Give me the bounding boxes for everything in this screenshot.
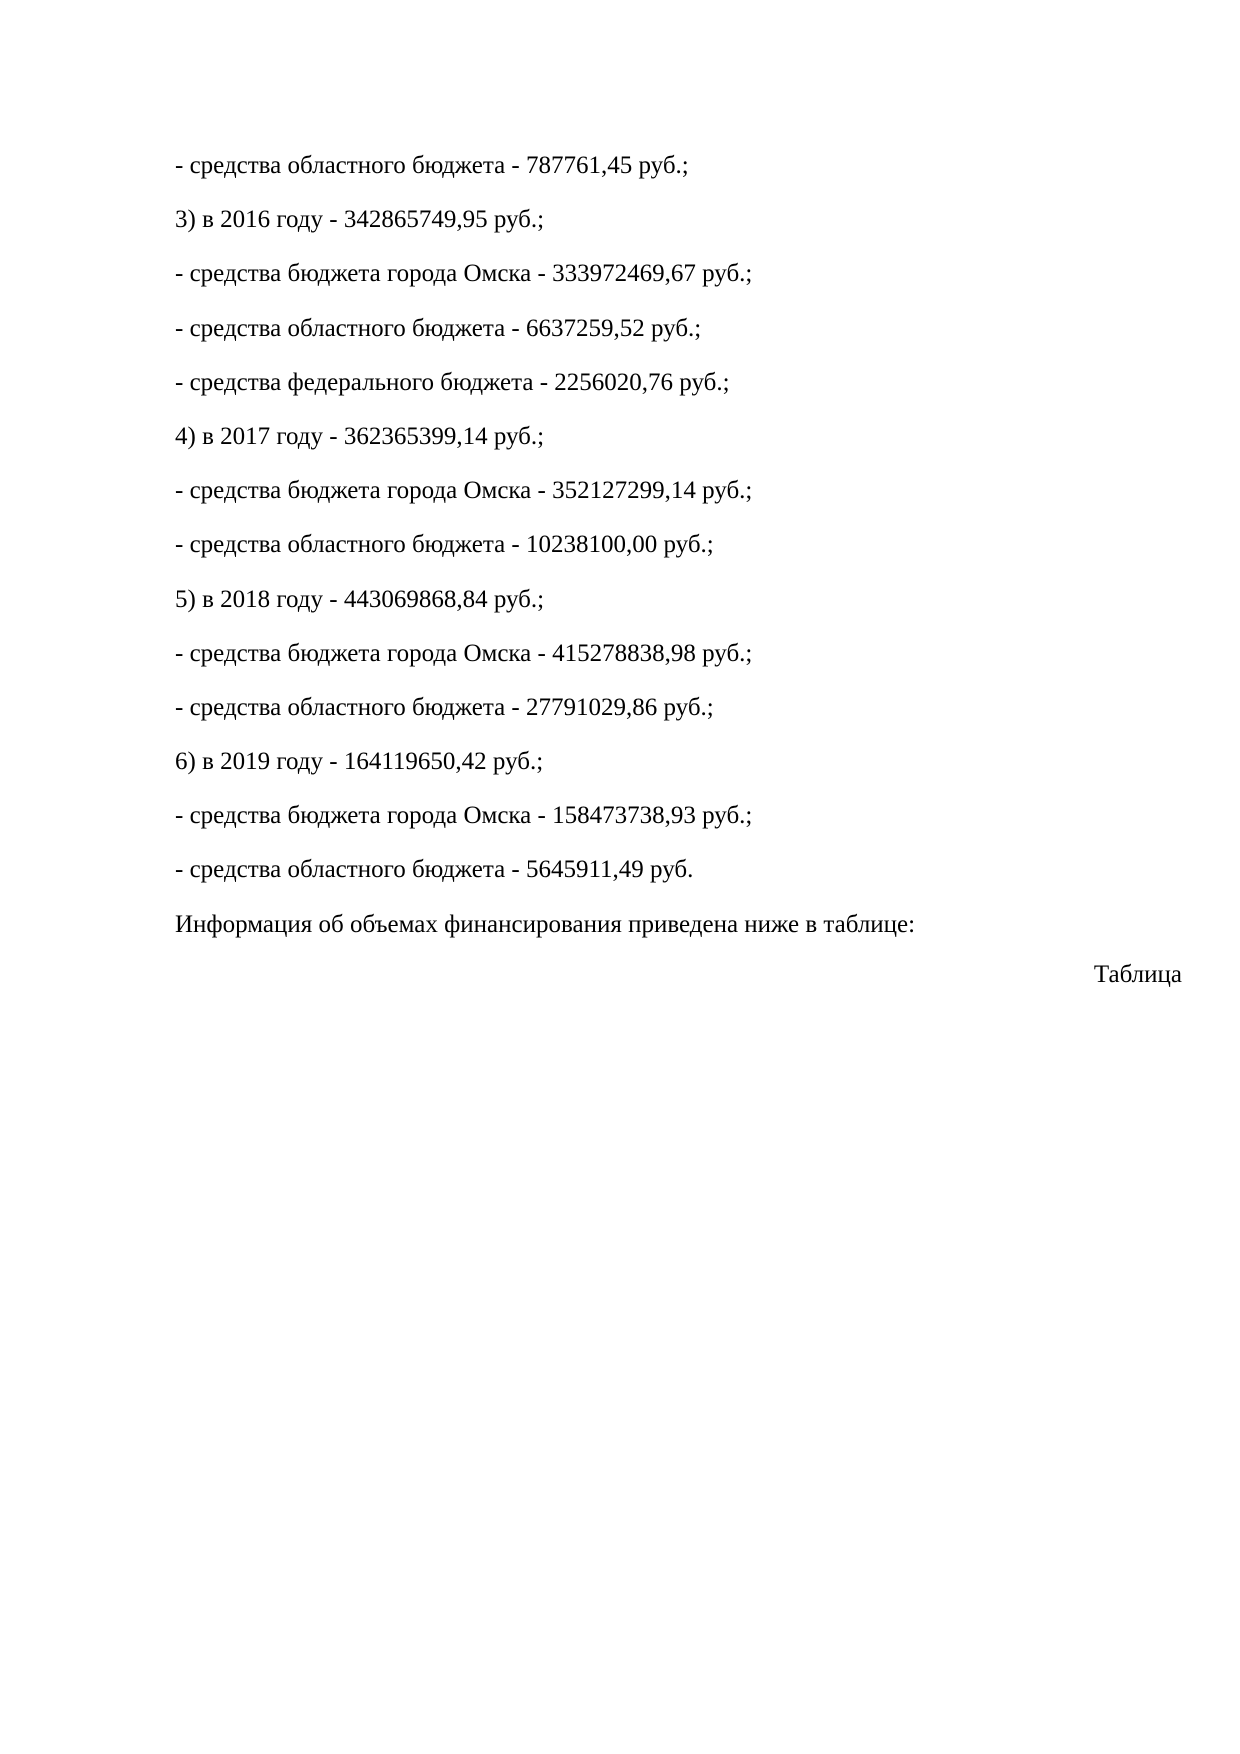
text-line: 3) в 2016 году - 342865749,95 руб.;: [175, 206, 545, 234]
table-caption: Таблица: [1093, 961, 1182, 988]
text-line: - средства бюджета города Омска - 352127299,14 руб.;: [175, 477, 753, 505]
text-line: - средства областного бюджета - 10238100,00 руб.;: [175, 531, 714, 559]
text-line: - средства федерального бюджета - 2256020,76 руб.;: [175, 368, 730, 396]
text-line: 5) в 2018 году - 443069868,84 руб.;: [175, 585, 545, 613]
text-line: 6) в 2019 году - 164119650,42 руб.;: [175, 748, 544, 776]
text-line: Информация об объемах финансирования приведена ниже в таблице:: [175, 910, 916, 938]
text-line: - средства бюджета города Омска - 415278838,98 руб.;: [175, 639, 753, 667]
document-body: [175, 148, 1185, 961]
text-line: - средства бюджета города Омска - 158473738,93 руб.;: [175, 802, 753, 830]
text-line: 4) в 2017 году - 362365399,14 руб.;: [175, 422, 545, 450]
text-line: - средства областного бюджета - 5645911,49 руб.: [175, 856, 694, 884]
text-line: - средства бюджета города Омска - 333972469,67 руб.;: [175, 260, 753, 288]
text-line: - средства областного бюджета - 787761,45 руб.;: [175, 152, 689, 179]
text-line: - средства областного бюджета - 27791029,86 руб.;: [175, 693, 714, 721]
text-line: - средства областного бюджета - 6637259,52 руб.;: [175, 314, 702, 342]
